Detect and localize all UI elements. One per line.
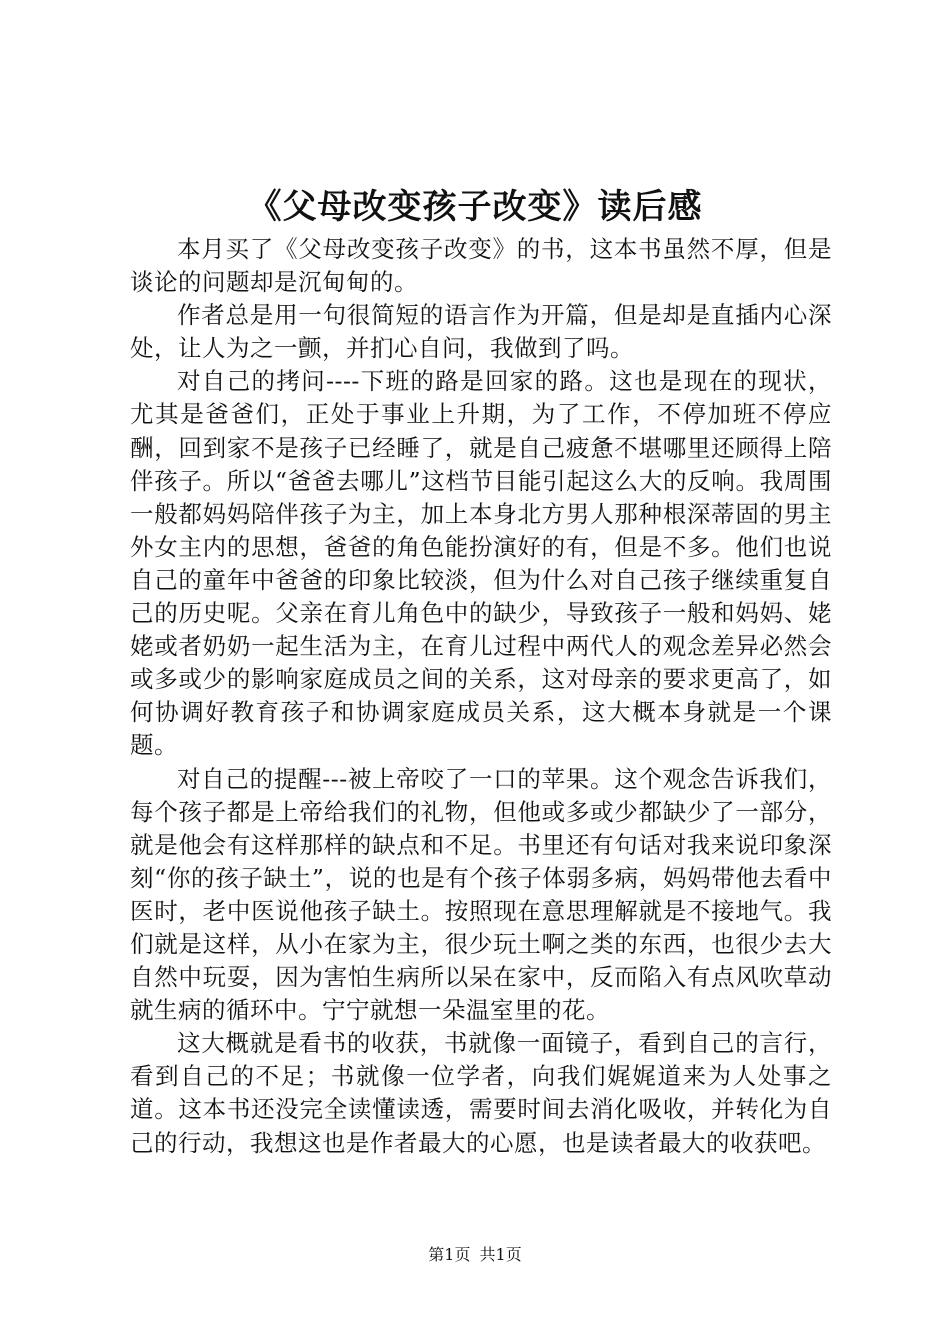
paragraph: 对自己的提醒---被上帝咬了一口的苹果。这个观念告诉我们，每个孩子都是上帝给我们的礼物，但他或多或少都缺少了一部分，就是他会有这样那样的缺点和不足。书里还有句话对我来说印象深刻“你的孩子缺土”，说的也是有个孩子体弱多病，妈妈带他去看中医时，老中医说他孩子缺土。按照现在意思理解就是不接地气。我们就是这样，从小在家为主，很少玩土啊之类的东西，也很少去大自然中玩耍，因为害怕生病所以呆在家中，反而陷入有点风吹草动就生病的循环中。宁宁就想一朵温室里的花。	[130, 764, 832, 1025]
document-body	[130, 233, 832, 1160]
page-total: 共1页	[479, 1245, 522, 1264]
paragraph: 本月买了《父母改变孩子改变》的书，这本书虽然不厚，但是谈论的问题却是沉甸甸的。	[130, 235, 832, 297]
page-footer	[0, 1244, 950, 1266]
paragraph: 这大概就是看书的收获，书就像一面镜子，看到自己的言行，看到自己的不足；书就像一位学者，向我们娓娓道来为人处事之道。这本书还没完全读懂读透，需要时间去消化吸收，并转化为自己的行动，我想这也是作者最大的心愿，也是读者最大的收获吧。	[130, 1029, 832, 1157]
paragraph: 作者总是用一句很简短的语言作为开篇，但是却是直插内心深处，让人为之一颤，并扪心自问，我做到了吗。	[130, 301, 832, 363]
document-title: 《父母改变孩子改变》读后感	[247, 187, 703, 227]
page-number: 第1页	[428, 1245, 471, 1264]
paragraph: 对自己的拷问----下班的路是回家的路。这也是现在的现状，尤其是爸爸们，正处于事业上升期，为了工作，不停加班不停应酬，回到家不是孩子已经睡了，就是自己疲惫不堪哪里还顾得上陪伴孩子。所以“爸爸去哪儿”这档节目能引起这么大的反响。我周围一般都妈妈陪伴孩子为主，加上本身北方男人那种根深蒂固的男主外女主内的思想，爸爸的角色能扮演好的有，但是不多。他们也说自己的童年中爸爸的印象比较淡，但为什么对自己孩子继续重复自己的历史呢。父亲在育儿角色中的缺少，导致孩子一般和妈妈、姥姥或者奶奶一起生活为主，在育儿过程中两代人的观念差异必然会或多或少的影响家庭成员之间的关系，这对母亲的要求更高了，如何协调好教育孩子和协调家庭成员关系，这大概本身就是一个课题。	[130, 367, 832, 760]
